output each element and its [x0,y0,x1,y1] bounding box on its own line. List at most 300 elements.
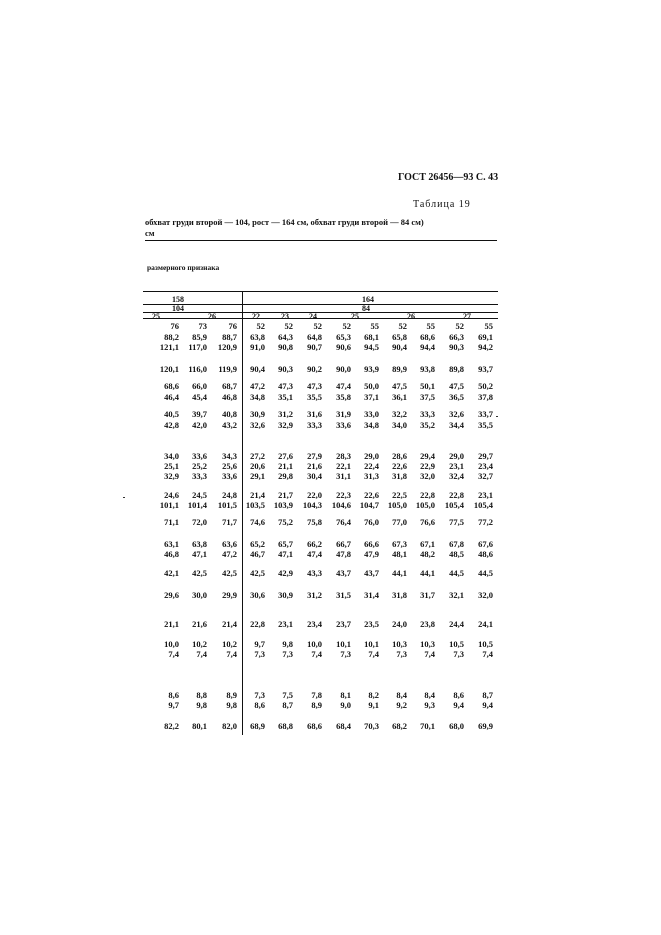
table-cell: 42,5 [250,568,265,578]
table-rule-3 [143,312,498,313]
table-cell: 90,8 [278,342,293,352]
header-group: 27 [463,312,471,321]
table-cell: 7,3 [453,649,464,659]
table-cell: 48,5 [449,549,464,559]
table-cell: 120,9 [217,342,237,352]
header-right-height: 164 [362,295,374,304]
table-cell: 9,4 [453,700,464,710]
table-cell: 20,6 [250,461,265,471]
header-group: 26 [407,312,415,321]
table-cell: 31,7 [420,590,435,600]
table-cell: 10,5 [478,639,493,649]
table-cell: 27,9 [307,451,322,461]
table-cell: 7,3 [254,649,265,659]
table-cell: 33,6 [222,471,237,481]
table-cell: 21,6 [192,619,207,629]
table-cell: 43,3 [307,568,322,578]
table-cell: 22,3 [336,490,351,500]
table-cell: 73 [198,321,207,331]
table-cell: 32,4 [449,471,464,481]
table-cell: 33,3 [307,420,322,430]
table-cell: 29,9 [222,590,237,600]
table-cell: 22,5 [392,490,407,500]
table-cell: 34,0 [392,420,407,430]
table-cell: 47,1 [192,549,207,559]
table-cell: 27,2 [250,451,265,461]
header-group: 24 [309,312,317,321]
table-cell: 71,7 [222,517,237,527]
table-cell: 10,0 [307,639,322,649]
table-cell: 21,4 [250,490,265,500]
table-title: Таблица 19 [413,199,471,210]
table-cell: 47,4 [336,381,351,391]
table-cell: 47,9 [364,549,379,559]
table-cell: 93,8 [420,364,435,374]
table-cell: 88,2 [164,332,179,342]
table-cell: 66,2 [307,539,322,549]
caption-line-1: обхват груди второй — 104, рост — 164 см, обхват груди второй — 84 см) [145,217,424,227]
table-cell: 25,6 [222,461,237,471]
table-cell: 90,3 [449,342,464,352]
table-cell: 104,7 [359,500,379,510]
table-cell: 52 [284,321,293,331]
table-top-rule [143,291,498,292]
table-cell: 22,8 [420,490,435,500]
table-cell: 10,0 [164,639,179,649]
table-cell: 104,3 [302,500,322,510]
table-cell: 94,5 [364,342,379,352]
table-cell: 7,5 [282,690,293,700]
table-cell: 25,1 [164,461,179,471]
table-cell: 29,6 [164,590,179,600]
table-cell: 67,6 [478,539,493,549]
table-cell: 47,2 [250,381,265,391]
table-cell: 66,0 [192,381,207,391]
table-cell: 48,2 [420,549,435,559]
table-cell: 91,0 [250,342,265,352]
table-cell: 76,6 [420,517,435,527]
table-cell: 50,1 [420,381,435,391]
table-cell: 9,7 [168,700,179,710]
table-cell: 8,9 [311,700,322,710]
table-cell: 45,4 [192,392,207,402]
table-cell: 7,4 [196,649,207,659]
table-cell: 44,5 [478,568,493,578]
table-cell: 22,0 [307,490,322,500]
table-cell: 34,8 [364,420,379,430]
table-cell: 48,1 [392,549,407,559]
table-cell: 31,2 [307,590,322,600]
table-cell: 22,6 [364,490,379,500]
table-cell: 33,6 [336,420,351,430]
table-cell: 47,2 [222,549,237,559]
table-cell: 65,7 [278,539,293,549]
table-cell: 63,8 [250,332,265,342]
table-cell: 69,9 [478,721,493,731]
table-cell: 29,8 [278,471,293,481]
table-cell: 35,1 [278,392,293,402]
table-cell: 43,2 [222,420,237,430]
table-cell: 27,6 [278,451,293,461]
table-cell: 47,3 [307,381,322,391]
table-cell: 32,0 [478,590,493,600]
table-cell: 24,4 [449,619,464,629]
table-cell: 55 [484,321,493,331]
table-cell: 77,0 [392,517,407,527]
table-cell: 8,2 [368,690,379,700]
table-cell: 8,4 [424,690,435,700]
table-cell: 24,1 [478,619,493,629]
table-cell: 65,2 [250,539,265,549]
table-cell: 90,4 [250,364,265,374]
table-cell: 43,7 [336,568,351,578]
table-rule-2 [143,304,498,305]
table-cell: 7,4 [168,649,179,659]
table-cell: 68,2 [392,721,407,731]
table-cell: 33,0 [364,409,379,419]
table-cell: 85,9 [192,332,207,342]
table-cell: 33,6 [192,451,207,461]
table-cell: 68,1 [364,332,379,342]
table-cell: 31,4 [364,590,379,600]
table-cell: 80,1 [192,721,207,731]
table-cell: 7,4 [368,649,379,659]
table-cell: 74,6 [250,517,265,527]
table-cell: 90,6 [336,342,351,352]
table-cell: 30,9 [250,409,265,419]
table-cell: 29,4 [420,451,435,461]
table-cell: 105,0 [387,500,407,510]
table-cell: 66,3 [449,332,464,342]
table-cell: 82,0 [222,721,237,731]
table-cell: 52 [256,321,265,331]
table-cell: 68,4 [336,721,351,731]
table-cell: 29,0 [449,451,464,461]
table-cell: 75,2 [278,517,293,527]
table-cell: 10,2 [192,639,207,649]
table-cell: 103,9 [273,500,293,510]
table-cell: 7,4 [226,649,237,659]
table-cell: 37,8 [478,392,493,402]
table-cell: 32,0 [420,471,435,481]
table-cell: 105,4 [473,500,493,510]
table-cell: 10,2 [222,639,237,649]
table-cell: 70,3 [364,721,379,731]
table-cell: 32,9 [164,471,179,481]
table-cell: 21,7 [278,490,293,500]
table-cell: 82,2 [164,721,179,731]
table-cell: 9,4 [482,700,493,710]
table-cell: 101,4 [187,500,207,510]
table-cell: 77,2 [478,517,493,527]
table-cell: 10,1 [336,639,351,649]
table-cell: 105,4 [444,500,464,510]
table-cell: 22,9 [420,461,435,471]
table-cell: 117,0 [188,342,207,352]
table-cell: 71,1 [164,517,179,527]
table-cell: 8,7 [282,700,293,710]
scan-speck [496,416,498,417]
table-cell: 68,9 [250,721,265,731]
table-cell: 37,1 [364,392,379,402]
table-cell: 21,4 [222,619,237,629]
table-cell: 89,8 [449,364,464,374]
table-cell: 31,8 [392,471,407,481]
table-cell: 94,4 [420,342,435,352]
table-cell: 8,8 [196,690,207,700]
table-cell: 119,9 [218,364,237,374]
table-cell: 8,7 [482,690,493,700]
table-cell: 68,6 [420,332,435,342]
table-cell: 52 [342,321,351,331]
table-cell: 28,3 [336,451,351,461]
table-cell: 32,2 [392,409,407,419]
table-cell: 93,9 [364,364,379,374]
table-cell: 66,6 [364,539,379,549]
table-cell: 34,3 [222,451,237,461]
table-cell: 10,5 [449,639,464,649]
table-cell: 52 [455,321,464,331]
table-cell: 44,5 [449,568,464,578]
table-cell: 29,7 [478,451,493,461]
table-cell: 9,8 [226,700,237,710]
table-cell: 25,2 [192,461,207,471]
table-cell: 22,8 [250,619,265,629]
table-cell: 34,4 [449,420,464,430]
table-cell: 40,8 [222,409,237,419]
table-cell: 28,6 [392,451,407,461]
table-cell: 90,2 [307,364,322,374]
table-cell: 7,3 [340,649,351,659]
table-cell: 35,5 [478,420,493,430]
table-cell: 47,5 [449,381,464,391]
table-cell: 7,8 [311,690,322,700]
table-rule-4 [143,318,498,319]
header-group: 22 [252,312,260,321]
table-cell: 22,8 [449,490,464,500]
table-cell: 47,5 [392,381,407,391]
header-group: 23 [281,312,289,321]
table-cell: 9,3 [424,700,435,710]
table-cell: 47,8 [336,549,351,559]
table-cell: 24,8 [222,490,237,500]
table-cell: 31,3 [364,471,379,481]
header-left-height: 158 [172,295,184,304]
table-cell: 31,9 [336,409,351,419]
table-cell: 22,1 [336,461,351,471]
table-cell: 93,7 [478,364,493,374]
table-cell: 42,0 [192,420,207,430]
table-cell: 21,6 [307,461,322,471]
table-cell: 72,0 [192,517,207,527]
table-cell: 42,1 [164,568,179,578]
table-cell: 46,7 [250,549,265,559]
table-cell: 52 [398,321,407,331]
table-divider [242,291,243,735]
table-cell: 7,4 [311,649,322,659]
table-cell: 24,0 [392,619,407,629]
table-cell: 7,4 [482,649,493,659]
table-cell: 46,8 [222,392,237,402]
table-cell: 65,3 [336,332,351,342]
table-cell: 8,6 [168,690,179,700]
table-cell: 44,1 [420,568,435,578]
table-cell: 33,7 [478,409,493,419]
table-cell: 90,0 [336,364,351,374]
table-cell: 43,7 [364,568,379,578]
table-cell: 23,4 [307,619,322,629]
table-cell: 36,5 [449,392,464,402]
table-cell: 8,6 [254,700,265,710]
table-cell: 21,1 [164,619,179,629]
table-cell: 31,2 [278,409,293,419]
table-cell: 9,7 [254,639,265,649]
table-cell: 23,1 [278,619,293,629]
table-cell: 9,8 [196,700,207,710]
table-cell: 70,1 [420,721,435,731]
table-cell: 75,8 [307,517,322,527]
table-cell: 35,5 [307,392,322,402]
table-cell: 24,5 [192,490,207,500]
table-cell: 47,1 [278,549,293,559]
table-cell: 23,1 [478,490,493,500]
table-cell: 9,0 [340,700,351,710]
table-cell: 42,9 [278,568,293,578]
table-cell: 8,9 [226,690,237,700]
table-cell: 30,6 [250,590,265,600]
table-cell: 23,1 [449,461,464,471]
caption-line-2: см [145,228,155,238]
caption-rule [145,240,497,241]
table-cell: 32,1 [449,590,464,600]
table-cell: 7,4 [424,649,435,659]
table-cell: 22,6 [392,461,407,471]
table-cell: 90,3 [278,364,293,374]
table-cell: 32,6 [250,420,265,430]
table-cell: 121,1 [159,342,179,352]
table-cell: 46,8 [164,549,179,559]
table-cell: 9,1 [368,700,379,710]
table-cell: 23,8 [420,619,435,629]
table-cell: 103,5 [245,500,265,510]
table-cell: 88,7 [222,332,237,342]
table-cell: 77,5 [449,517,464,527]
table-cell: 10,1 [364,639,379,649]
table-cell: 42,5 [192,568,207,578]
table-cell: 67,1 [420,539,435,549]
table-cell: 31,5 [336,590,351,600]
table-cell: 116,0 [188,364,207,374]
table-cell: 101,1 [159,500,179,510]
table-cell: 68,6 [164,381,179,391]
table-cell: 23,5 [364,619,379,629]
table-cell: 7,3 [396,649,407,659]
table-cell: 48,6 [478,549,493,559]
table-cell: 30,0 [192,590,207,600]
sub-caption: размерного признака [147,263,220,272]
table-cell: 76,0 [364,517,379,527]
table-cell: 42,5 [222,568,237,578]
table-cell: 47,4 [307,549,322,559]
header-group: 26 [208,312,216,321]
table-cell: 8,6 [453,690,464,700]
table-cell: 37,5 [420,392,435,402]
table-cell: 23,4 [478,461,493,471]
table-cell: 23,7 [336,619,351,629]
table-cell: 65,8 [392,332,407,342]
table-cell: 64,3 [278,332,293,342]
table-cell: 29,0 [364,451,379,461]
table-cell: 68,7 [222,381,237,391]
table-cell: 8,1 [340,690,351,700]
table-cell: 94,2 [478,342,493,352]
table-cell: 67,3 [392,539,407,549]
table-cell: 36,1 [392,392,407,402]
table-cell: 7,3 [254,690,265,700]
table-cell: 33,3 [192,471,207,481]
table-cell: 35,8 [336,392,351,402]
table-cell: 90,4 [392,342,407,352]
table-cell: 34,0 [164,451,179,461]
table-cell: 31,1 [336,471,351,481]
table-cell: 90,7 [307,342,322,352]
table-cell: 101,5 [217,500,237,510]
table-cell: 76 [170,321,179,331]
table-cell: 68,0 [449,721,464,731]
table-cell: 55 [426,321,435,331]
table-cell: 67,8 [449,539,464,549]
header-group: 25 [152,312,160,321]
table-cell: 50,0 [364,381,379,391]
table-cell: 69,1 [478,332,493,342]
table-cell: 52 [313,321,322,331]
header-left-chest: 104 [172,304,184,313]
table-cell: 32,7 [478,471,493,481]
table-cell: 7,3 [282,649,293,659]
table-cell: 39,7 [192,409,207,419]
table-cell: 33,3 [420,409,435,419]
header-right-chest: 84 [362,304,370,313]
table-cell: 63,1 [164,539,179,549]
table-cell: 46,4 [164,392,179,402]
table-cell: 34,8 [250,392,265,402]
table-cell: 21,1 [278,461,293,471]
table-cell: 42,8 [164,420,179,430]
table-cell: 47,3 [278,381,293,391]
table-cell: 66,7 [336,539,351,549]
table-cell: 24,6 [164,490,179,500]
table-cell: 32,6 [449,409,464,419]
table-cell: 89,9 [392,364,407,374]
table-cell: 30,9 [278,590,293,600]
table-cell: 105,0 [415,500,435,510]
table-cell: 50,2 [478,381,493,391]
table-cell: 8,4 [396,690,407,700]
table-cell: 10,3 [392,639,407,649]
table-cell: 9,2 [396,700,407,710]
page-header: ГОСТ 26456—93 С. 43 [398,172,499,183]
table-cell: 35,2 [420,420,435,430]
table-cell: 63,8 [192,539,207,549]
table-cell: 44,1 [392,568,407,578]
table-cell: 55 [370,321,379,331]
table-cell: 76 [228,321,237,331]
table-cell: 32,9 [278,420,293,430]
table-cell: 76,4 [336,517,351,527]
table-cell: 68,8 [278,721,293,731]
table-cell: 31,6 [307,409,322,419]
table-cell: 9,8 [282,639,293,649]
